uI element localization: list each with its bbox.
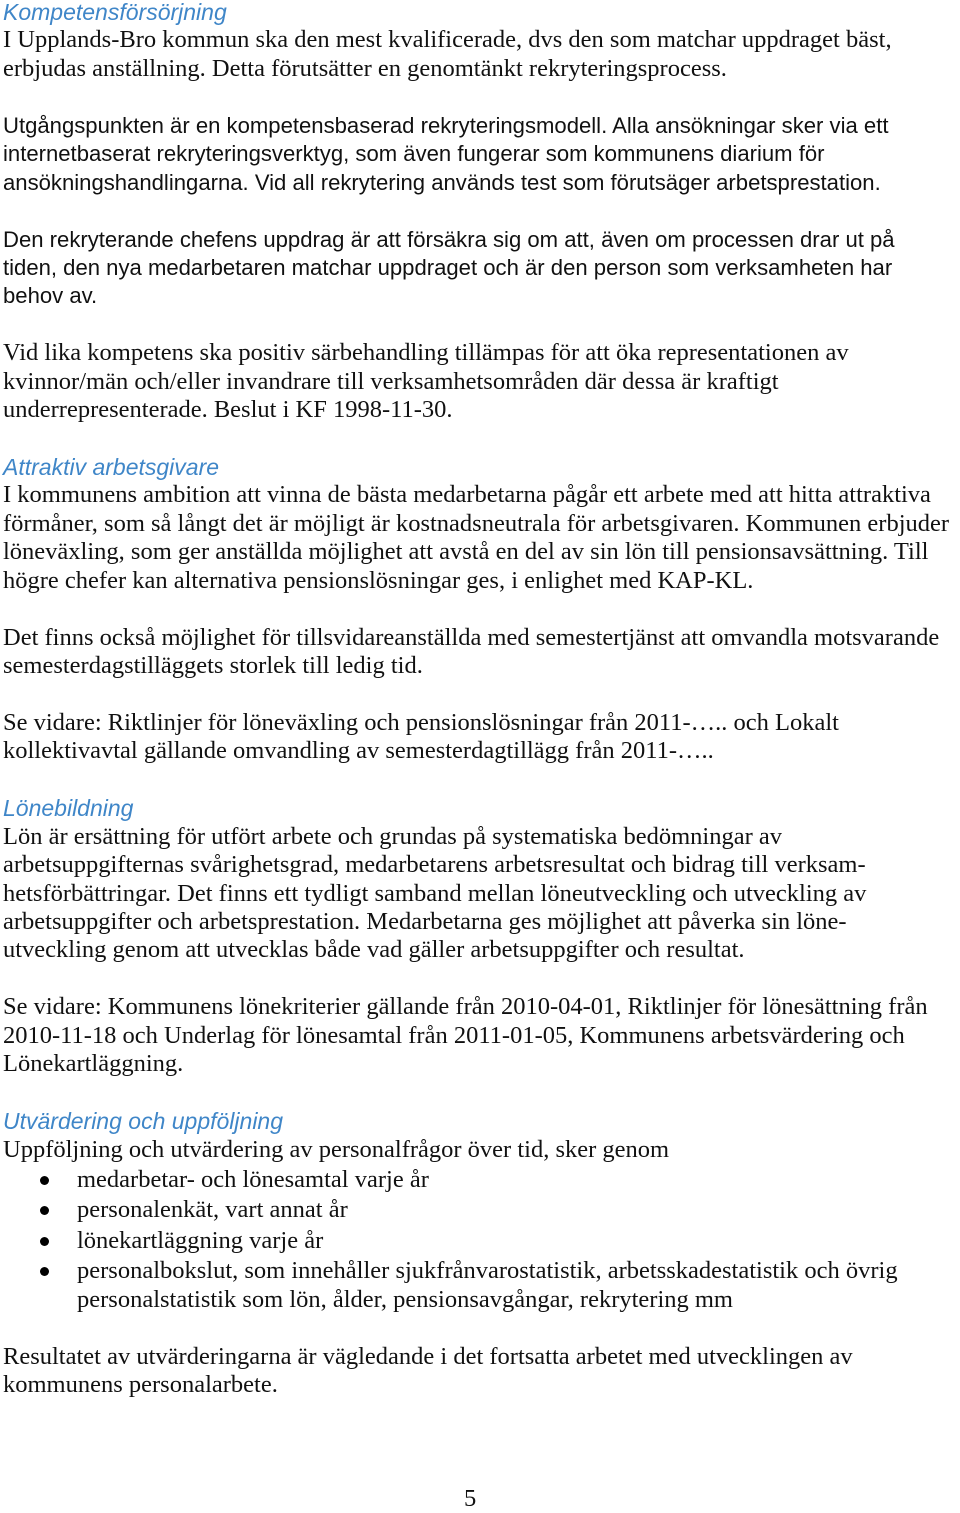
paragraph-se-vidare-lonekriterier [3,993,958,1078]
section-heading-attraktiv-arbetsgivare: Attraktiv arbetsgivare [3,454,220,480]
text-line: Vid lika kompetens ska positiv särbehandling tillämpas för att öka representationen av [3,339,849,367]
section-heading-utvardering-och-uppfoljning: Utvärdering och uppföljning [3,1108,284,1135]
paragraph-resultatet [3,1343,958,1400]
list-item-text: personalbokslut, som innehåller sjukfrånvarostatistik, arbetsskadestatistik och övrig [77,1257,898,1285]
text-line: Resultatet av utvärderingarna är vägledande i det fortsatta arbetet med utvecklingen av [3,1342,853,1370]
bullet-icon [40,1237,49,1246]
text-line: högre chefer kan alternativa pensionslösningar ges, i enlighet med KAP-KL. [3,566,754,594]
text-line: tiden, den nya medarbetaren matchar uppdraget och är den person som verksamheten har [3,254,893,280]
paragraph-semesterdagstillagg [3,624,958,681]
bullet-icon [40,1267,49,1276]
text-line: förmåner, som så långt det är möjligt är kostnadsneutrala för arbetsgivaren. Kommunen erbjuder [3,509,950,537]
text-line: Den rekryterande chefens uppdrag är att försäkra sig om att, även om processen drar ut på [3,226,895,252]
text-line: arbetsuppgifternas svårighetsgrad, medarbetarens arbetsresultat och bidrag till verksam- [3,851,866,879]
paragraph-lon [3,823,958,965]
paragraph-se-vidare-lonevaxling [3,709,958,766]
list-item [3,1257,958,1314]
section-heading-lonebildning: Lönebildning [3,795,134,822]
document-page [3,0,958,1428]
text-line: utveckling genom att utvecklas både vad gäller arbetsuppgifter och resultat. [3,936,745,964]
text-line: erbjudas anställning. Detta förutsätter en genomtänkt rekryteringsprocess. [3,54,727,82]
text-line: kollektivavtal gällande omvandling av semesterdagtillägg från 2011-….. [3,737,714,765]
text-line: underrepresenterade. Beslut i KF 1998-11-30. [3,396,453,424]
text-line: ansökningshandlingarna. Vid all rekrytering används test som förutsäger arbetsprestation. [3,169,881,195]
text-line: I Upplands-Bro kommun ska den mest kvalificerade, dvs den som matchar uppdraget bäst, [3,26,892,54]
paragraph-kompetens-intro [3,26,958,83]
text-line: Se vidare: Kommunens lönekriterier gällande från 2010-04-01, Riktlinjer för lönesättning från [3,993,928,1021]
text-line: Utgångspunkten är en kompetensbaserad rekryteringsmodell. Alla ansökningar sker via ett [3,112,889,138]
bullet-list [3,1166,958,1314]
text-line: behov av. [3,283,98,309]
text-line: Lön är ersättning för utfört arbete och grundas på systematiska bedömningar av [3,822,782,850]
list-item [3,1227,958,1255]
paragraph-chefens-uppdrag [3,226,958,311]
text-line: löneväxling, som ger anställda möjlighet att avstå en del av sin lön till pensionsavsättning. Till [3,538,929,566]
text-line: kvinnor/män och/eller invandrare till verksamhetsområden där dessa är kraftigt [3,367,779,395]
list-item-text: lönekartläggning varje år [77,1226,324,1254]
text-line: hetsförbättringar. Det finns ett tydligt samband mellan löneutveckling och utveckling av [3,879,867,907]
list-item [3,1196,958,1224]
text-line: arbetsuppgifter och arbetsprestation. Medarbetarna ges möjlighet att påverka sin löne- [3,908,847,935]
section-heading-kompetensforsorjning: Kompetensförsörjning [3,0,227,25]
bullet-icon [40,1176,49,1185]
page-number: 5 [464,1485,477,1512]
paragraph-formaner [3,481,958,595]
list-item-text: personalenkät, vart annat år [77,1196,348,1224]
paragraph-uppfoljning-intro: Uppföljning och utvärdering av personalfrågor över tid, sker genom [3,1135,670,1163]
text-line: internetbaserat rekryteringsverktyg, som även fungerar som kommunens diarium för [3,141,825,167]
text-line: Lönekartläggning. [3,1050,184,1078]
text-line: semesterdagstilläggets storlek till ledig tid. [3,652,423,680]
text-line: 2010-11-18 och Underlag för lönesamtal från 2011-01-05, Kommunens arbetsvärdering och [3,1021,905,1049]
text-line: Det finns också möjlighet för tillsvidareanställda med semestertjänst att omvandla motsvarande [3,623,940,651]
text-line: Se vidare: Riktlinjer för löneväxling och pensionslösningar från 2011-….. och Lokalt [3,708,839,736]
list-item-text: medarbetar- och lönesamtal varje år [77,1165,429,1193]
paragraph-positiv-sarbehandling [3,339,958,424]
paragraph-rekryteringsmodell [3,112,958,197]
text-line: I kommunens ambition att vinna de bästa medarbetarna pågår ett arbete med att hitta attraktiva [3,481,931,509]
list-item-text: personalstatistik som lön, ålder, pensionsavgångar, rekrytering mm [77,1285,733,1313]
bullet-icon [40,1206,49,1215]
list-item [3,1166,958,1194]
text-line: kommunens personalarbete. [3,1371,278,1398]
